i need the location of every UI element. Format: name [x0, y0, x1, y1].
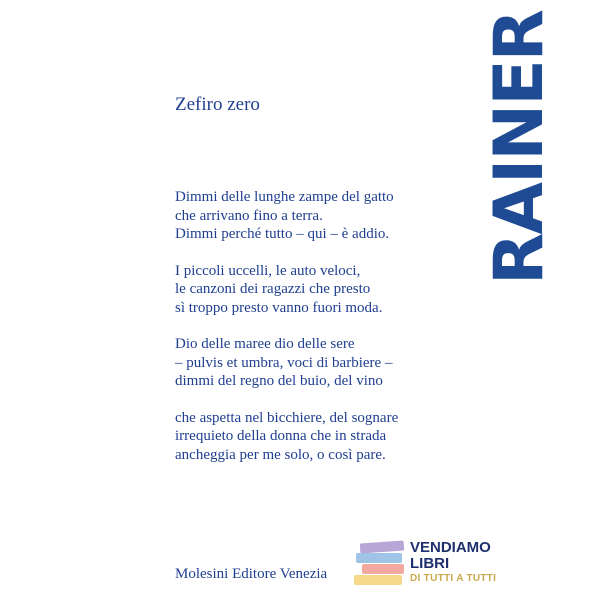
poem-body — [175, 188, 465, 482]
poem-line: irrequieto della donna che in strada — [175, 428, 387, 444]
poem-line: – pulvis et umbra, voci di barbiere – — [175, 354, 393, 371]
publisher-name: Molesini Editore Venezia — [175, 566, 328, 582]
poem-line: dimmi del regno del buio, del vino — [175, 373, 383, 389]
poem-line: sì troppo presto vanno fuori moda. — [175, 299, 383, 316]
seller-logo — [352, 536, 512, 596]
poem-stanza — [175, 335, 465, 391]
poem-line: le canzoni dei ragazzi che presto — [175, 281, 371, 297]
seller-logo-line2: LIBRI — [410, 555, 450, 572]
book-spine — [356, 553, 402, 563]
seller-logo-text — [410, 540, 496, 586]
seller-logo-line1: VENDIAMO — [410, 539, 491, 556]
book-spine — [354, 575, 402, 585]
poem-line: Dio delle maree dio delle sere — [175, 336, 355, 352]
poem-line: ancheggia per me solo, o così pare. — [175, 446, 386, 463]
seller-logo-tagline: DI TUTTI A TUTTI — [410, 573, 497, 584]
book-spine — [362, 564, 404, 574]
book-spine — [360, 540, 405, 553]
poem-line: Dimmi perché tutto – qui – è addio. — [175, 226, 390, 242]
poem-line: Dimmi delle lunghe zampe del gatto — [175, 189, 394, 205]
poem-title: Zefiro zero — [175, 94, 260, 115]
poem-line: I piccoli uccelli, le auto veloci, — [175, 262, 361, 279]
poem-stanza — [175, 262, 465, 318]
poem-line: che arrivano fino a terra. — [175, 207, 323, 224]
poem-stanza — [175, 188, 465, 244]
books-stack-icon — [352, 540, 408, 592]
poem-stanza — [175, 409, 465, 465]
poem-line: che aspetta nel bicchiere, del sognare — [175, 409, 399, 426]
author-name: RAINER — [480, 10, 559, 285]
